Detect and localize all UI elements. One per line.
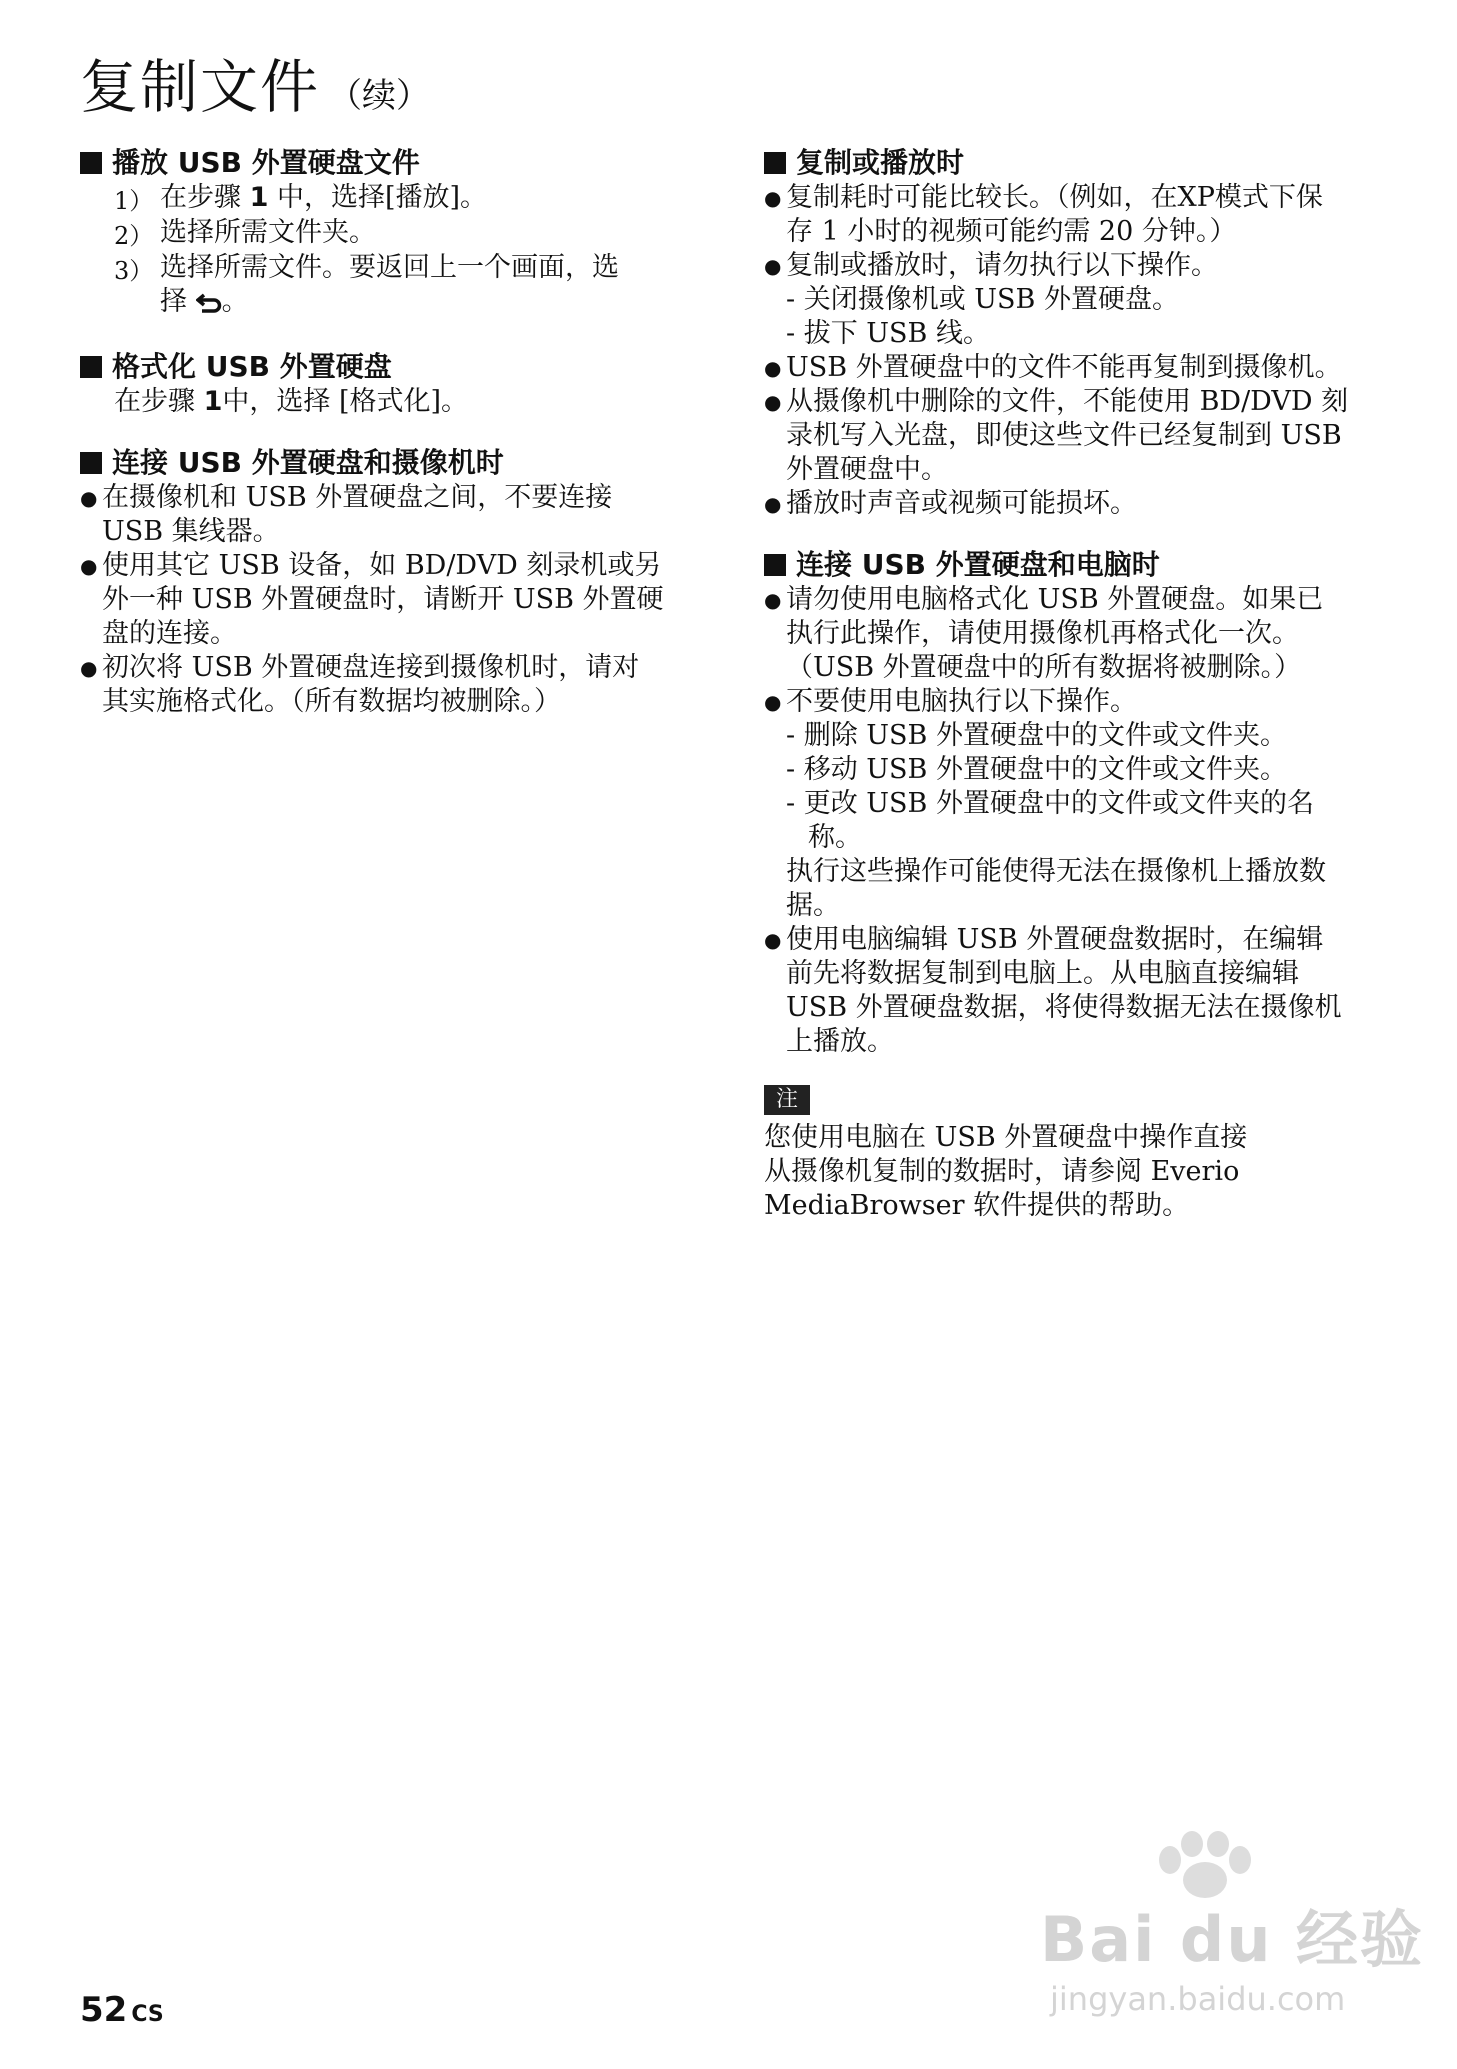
page-title-text: 复制文件 <box>80 53 321 121</box>
bullet-item: ● USB 外置硬盘中的文件不能再复制到摄像机。 <box>764 352 1342 383</box>
format-instruction: 在步骤 1中，选择 [格式化]。 <box>114 386 469 417</box>
step-item-3: 3） 选择所需文件。要返回上一个画面，选 择 。 <box>80 251 720 323</box>
bullet-item: ● 在摄像机和 USB 外置硬盘之间，不要连接 USB 集线器。 <box>80 482 613 547</box>
section-connect-camera <box>80 445 720 719</box>
dash-item: - 关闭摄像机或 USB 外置硬盘。 <box>786 284 1179 315</box>
note-line: 您使用电脑在 USB 外置硬盘中操作直接 <box>764 1122 1248 1153</box>
step-item-2: 2） 选择所需文件夹。 <box>114 217 376 250</box>
section-heading: 格式化 USB 外置硬盘 <box>80 349 720 385</box>
bullet-dot-icon: ● <box>764 492 782 516</box>
section-play-usb <box>80 145 720 323</box>
page-number: 52 CS <box>80 1990 164 2030</box>
dash-item: - 拔下 USB 线。 <box>786 318 990 349</box>
note-line: 从摄像机复制的数据时，请参阅 Everio <box>764 1156 1240 1187</box>
section-heading: 复制或播放时 <box>764 145 1404 181</box>
bullet-item: ● 初次将 USB 外置硬盘连接到摄像机时，请对 其实施格式化。（所有数据均被删除。） <box>80 652 640 717</box>
note-box <box>764 1085 1404 1223</box>
black-square-icon <box>80 356 102 378</box>
bullet-dot-icon: ● <box>764 588 782 612</box>
bullet-dot-icon: ● <box>80 554 98 578</box>
section-format-usb <box>80 349 720 419</box>
dash-item: - 移动 USB 外置硬盘中的文件或文件夹。 <box>786 754 1287 785</box>
note-badge: 注 <box>764 1085 810 1115</box>
step-number: 1 <box>203 386 223 417</box>
section-heading: 连接 USB 外置硬盘和电脑时 <box>764 547 1404 583</box>
page-title-continued: （续） <box>328 76 431 116</box>
page-title <box>80 52 430 131</box>
paragraph-line: 执行这些操作可能使得无法在摄像机上播放数 <box>786 856 1326 887</box>
bullet-item: ● 播放时声音或视频可能损坏。 <box>764 488 1137 519</box>
bullet-dot-icon: ● <box>80 656 98 680</box>
watermark-brand: Bai du 经验 <box>1040 1903 1425 1976</box>
left-column <box>80 145 720 745</box>
note-line: MediaBrowser 软件提供的帮助。 <box>764 1190 1190 1221</box>
black-square-icon <box>764 152 786 174</box>
bullet-dot-icon: ● <box>764 928 782 952</box>
bullet-dot-icon: ● <box>764 690 782 714</box>
section-copy-play <box>764 145 1404 521</box>
watermark-url: jingyan.baidu.com <box>1050 1980 1346 2018</box>
bullet-dot-icon: ● <box>764 254 782 278</box>
bullet-item: ● 不要使用电脑执行以下操作。 <box>764 686 1137 717</box>
paragraph-line: 据。 <box>786 890 840 921</box>
section-heading: 连接 USB 外置硬盘和摄像机时 <box>80 445 720 481</box>
bullet-item: ● 从摄像机中删除的文件，不能使用 BD/DVD 刻 录机写入光盘，即使这些文件已经复制到 USB 外置硬盘中。 <box>764 386 1349 485</box>
bullet-item: ● 复制耗时可能比较长。（例如，在XP模式下保 存 1 小时的视频可能约需 20 分钟。） <box>764 182 1323 247</box>
bullet-item: ● 使用电脑编辑 USB 外置硬盘数据时，在编辑 前先将数据复制到电脑上。从电脑直接编辑 USB 外置硬盘数据，将使得数据无法在摄像机 上播放。 <box>764 924 1342 1057</box>
bullet-dot-icon: ● <box>764 356 782 380</box>
bullet-dot-icon: ● <box>764 390 782 414</box>
section-connect-pc <box>764 547 1404 1059</box>
step-item-1: 1） 在步骤 1 中，选择[播放]。 <box>114 182 488 215</box>
black-square-icon <box>80 152 102 174</box>
step-number: 1 <box>249 182 269 213</box>
bullet-item: ● 复制或播放时，请勿执行以下操作。 <box>764 250 1218 281</box>
bullet-item: ● 使用其它 USB 设备，如 BD/DVD 刻录机或另 外一种 USB 外置硬盘时，请断开 USB 外置硬 盘的连接。 <box>80 550 664 649</box>
bullet-item: ● 请勿使用电脑格式化 USB 外置硬盘。如果已 执行此操作，请使用摄像机再格式化一次。 （USB 外置硬盘中的所有数据将被删除。） <box>764 584 1324 683</box>
dash-item-continued: 称。 <box>808 822 862 853</box>
dash-item: - 删除 USB 外置硬盘中的文件或文件夹。 <box>786 720 1287 751</box>
right-column <box>764 145 1404 1249</box>
watermark <box>1030 1830 1425 2030</box>
bullet-dot-icon: ● <box>764 186 782 210</box>
return-arrow-icon <box>196 289 222 323</box>
section-heading: 播放 USB 外置硬盘文件 <box>80 145 720 181</box>
bullet-dot-icon: ● <box>80 486 98 510</box>
black-square-icon <box>764 554 786 576</box>
dash-item: - 更改 USB 外置硬盘中的文件或文件夹的名 <box>786 788 1314 819</box>
black-square-icon <box>80 452 102 474</box>
